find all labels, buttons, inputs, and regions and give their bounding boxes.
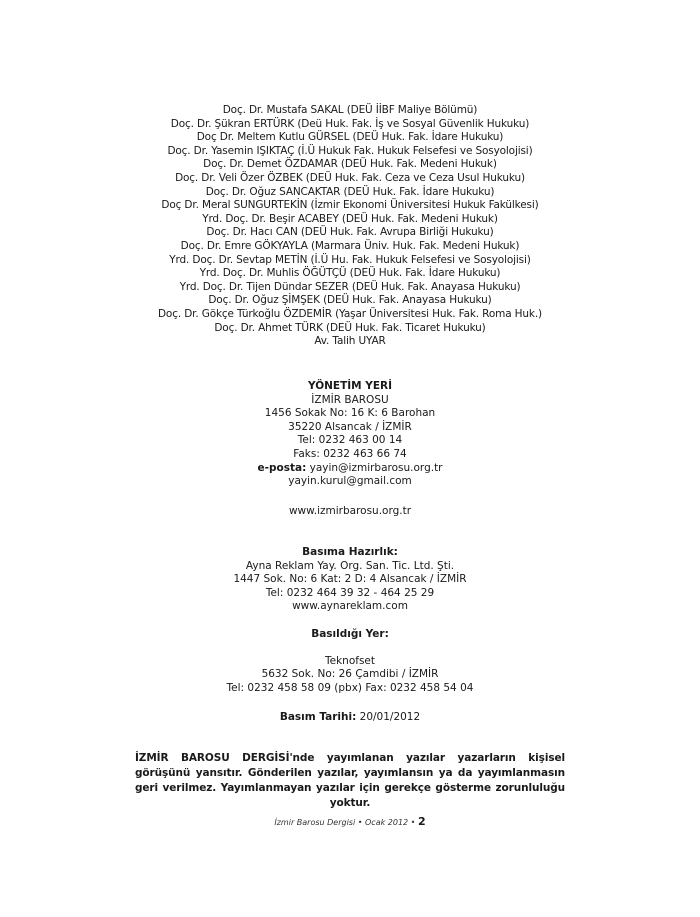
prepress-company: Ayna Reklam Yay. Org. San. Tic. Ltd. Şti. [245,559,455,572]
page-number: 2 [417,815,426,828]
email-link-1[interactable]: yayin@izmirbarosu.org.tr [309,461,443,474]
board-member: Doç. Dr. Gökçe Türkoğlu ÖZDEMİR (Yaşar Üniversitesi Huk. Fak. Roma Huk.) [158,307,542,320]
board-member: Yrd. Doç. Dr. Tijen Dündar SEZER (DEÜ Huk. Fak. Anayasa Hukuku) [179,280,521,293]
board-member: Doç. Dr. Demet ÖZDAMAR (DEÜ Huk. Fak. Medeni Hukuk) [203,158,497,171]
board-member: Yrd. Doç. Dr. Beşir ACABEY (DEÜ Huk. Fak. Medeni Hukuk) [202,212,498,225]
management-address-1: 1456 Sokak No: 16 K: 6 Barohan [264,407,436,420]
management-section [0,380,700,489]
management-phone: Tel: 0232 463 00 14 [297,434,403,447]
board-member: Doç. Dr. Yasemin IŞIKTAÇ (İ.Ü Hukuk Fak. Hukuk Felsefesi ve Sosyolojisi) [167,144,533,157]
management-org: İZMİR BAROSU [311,393,389,406]
board-member: Doç Dr. Meral SUNGURTEKİN (İzmir Ekonomi Üniversitesi Hukuk Fakülkesi) [161,199,539,212]
email-label: e-posta: [257,461,307,474]
print-date-row [0,711,700,725]
printer-section [0,628,700,695]
management-email-row [0,462,700,476]
print-date-value: 20/01/2012 [359,711,421,723]
prepress-address: 1447 Sok. No: 6 Kat: 2 D: 4 Alsancak / İZMİR [233,573,467,586]
print-date-label: Basım Tarihi: [279,711,357,723]
board-member: Doç. Dr. Hacı CAN (DEÜ Huk. Fak. Avrupa Birliği Hukuku) [206,226,494,239]
board-member: Av. Talih UYAR [314,335,386,348]
board-member: Yrd. Doç. Dr. Sevtap METİN (İ.Ü Hu. Fak. Hukuk Felsefesi ve Sosyolojisi) [169,253,531,266]
prepress-heading: Basıma Hazırlık: [302,546,398,558]
disclaimer-notice: İZMİR BAROSU DERGİSİ'nde yayımlanan yazılar yazarların kişisel görüşünü yansıtır. Gönderilen yazılar, yayımlansın ya da yayımlanmasın geri verilmez. Yayımlanmayan yazılar için gerekçe gösterme zorunluluğu yoktur. [135,752,565,809]
prepress-website-link[interactable]: www.aynareklam.com [292,600,408,613]
board-member: Doç. Dr. Şükran ERTÜRK (Deü Huk. Fak. İş ve Sosyal Güvenlik Hukuku) [170,117,530,130]
footer-journal: İzmir Barosu Dergisi • Ocak 2012 • [274,818,416,827]
board-member: Doç. Dr. Emre GÖKYAYLA (Marmara Üniv. Huk. Fak. Medeni Hukuk) [180,239,520,252]
board-member: Doç Dr. Meltem Kutlu GÜRSEL (DEÜ Huk. Fak. İdare Hukuku) [196,131,504,144]
prepress-phone: Tel: 0232 464 39 32 - 464 25 29 [265,586,435,599]
board-member: Doç. Dr. Ahmet TÜRK (DEÜ Huk. Fak. Ticaret Hukuku) [214,321,486,334]
page-footer [0,815,700,828]
board-member: Doç. Dr. Oğuz ŞİMŞEK (DEÜ Huk. Fak. Anayasa Hukuku) [208,294,492,307]
printer-address: 5632 Sok. No: 26 Çamdibi / İZMİR [261,668,439,681]
bar-website-link[interactable]: www.izmirbarosu.org.tr [288,505,412,517]
email-link-2[interactable]: yayin.kurul@gmail.com [288,475,412,488]
board-member: Doç. Dr. Veli Özer ÖZBEK (DEÜ Huk. Fak. Ceza ve Ceza Usul Hukuku) [175,171,525,184]
printer-phone: Tel: 0232 458 58 09 (pbx) Fax: 0232 458 54 04 [226,681,474,694]
management-heading: YÖNETİM YERİ [307,380,393,392]
board-member: Yrd. Doç. Dr. Muhlis ÖĞÜTÇÜ (DEÜ Huk. Fak. İdare Hukuku) [199,267,501,280]
board-member: Doç. Dr. Oğuz SANCAKTAR (DEÜ Huk. Fak. İdare Hukuku) [205,185,495,198]
editorial-board-list [0,104,700,349]
website-block [0,505,700,519]
prepress-section [0,546,700,614]
management-address-2: 35220 Alsancak / İZMİR [288,420,412,433]
print-date [0,711,700,725]
board-member: Doç. Dr. Mustafa SAKAL (DEÜ İİBF Maliye Bölümü) [222,104,478,116]
management-fax: Faks: 0232 463 66 74 [293,447,407,460]
printer-company: Teknofset [325,654,375,667]
printer-heading: Basıldığı Yer: [311,628,389,640]
